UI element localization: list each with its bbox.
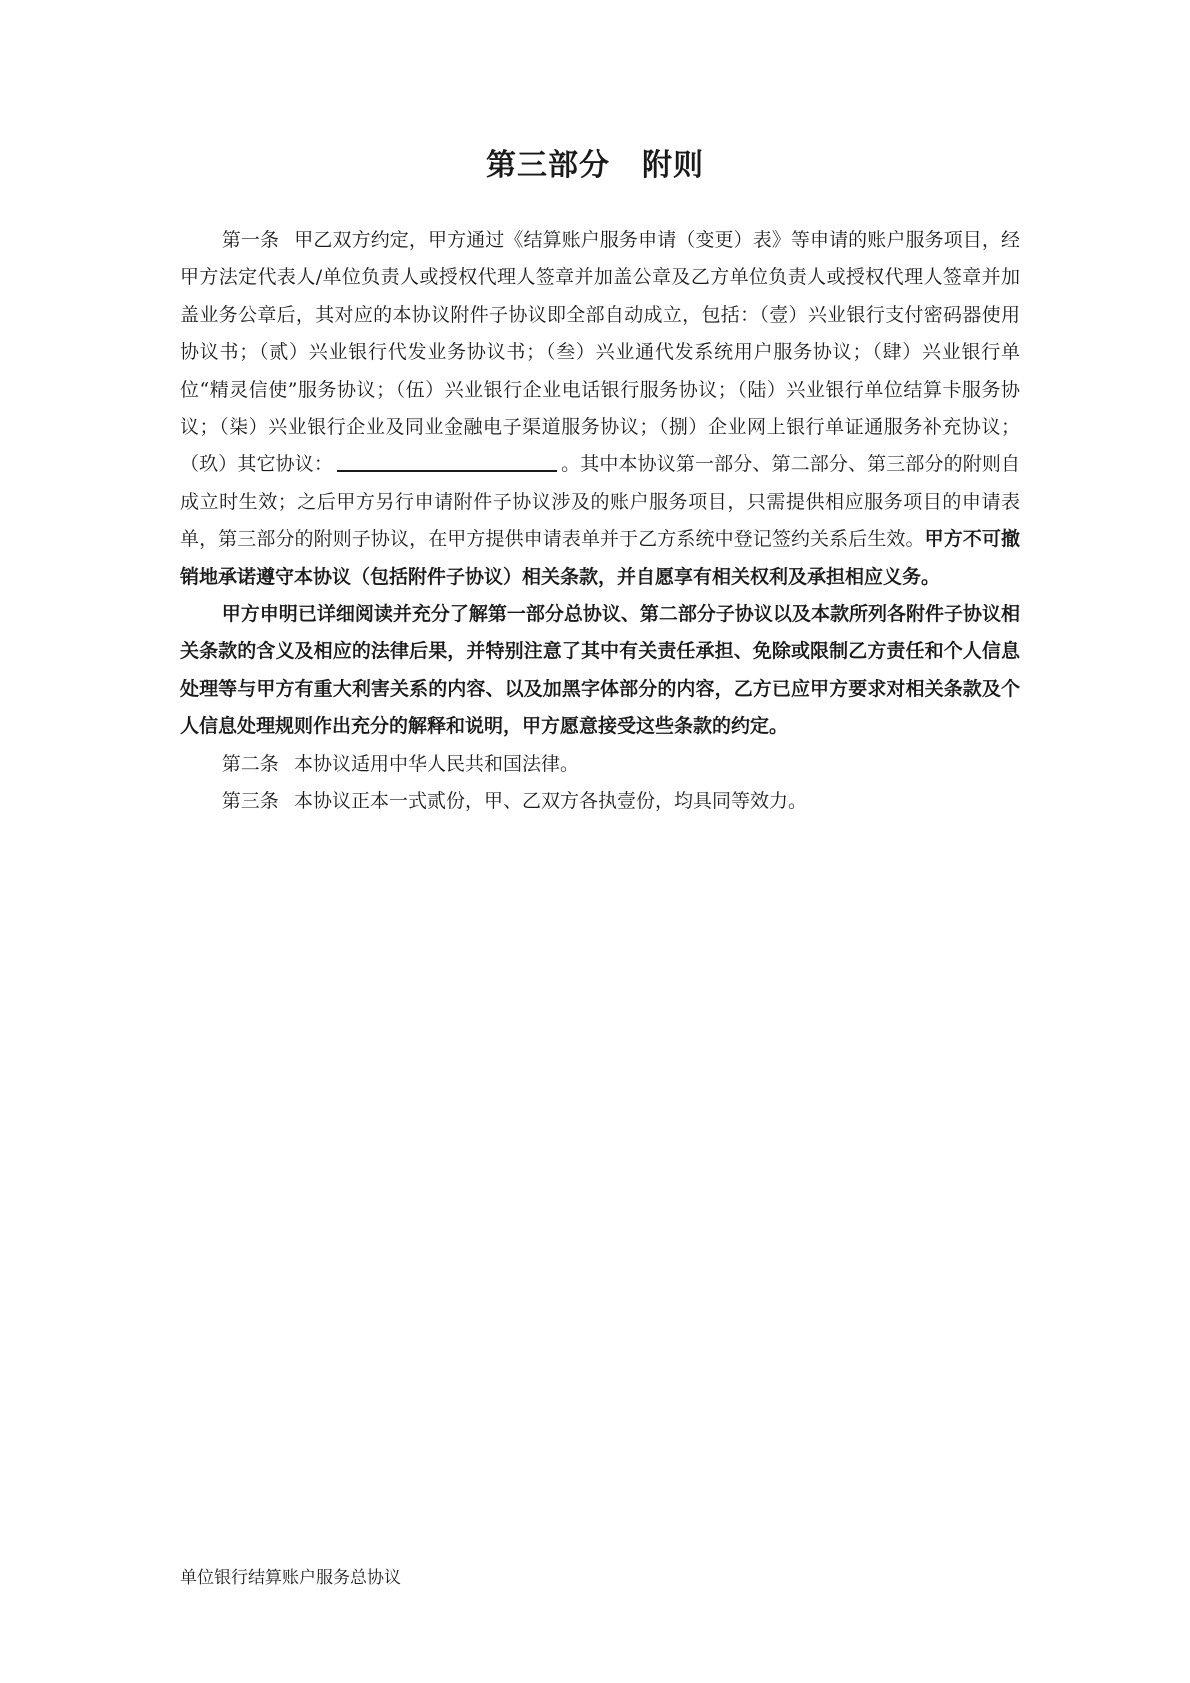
title-name: 附则 — [642, 148, 704, 183]
other-agreement-blank — [337, 448, 557, 472]
page-title — [0, 140, 1190, 184]
declaration-paragraph: 甲方申明已详细阅读并充分了解第一部分总协议、第二部分子协议以及本款所列各附件子协议相关条款的含义及相应的法律后果，并特别注意了其中有关责任承担、免除或限制乙方责任和个人信息处理等与甲方有重大利害关系的内容、以及加黑字体部分的内容，乙方已应甲方要求对相关条款及个人信息处理规则作出充分的解释和说明，甲方愿意接受这些条款的约定。 — [180, 603, 1020, 738]
clause-2 — [180, 746, 1020, 783]
clause-1-text-a: 甲乙双方约定，甲方通过《结算账户服务申请（变更）表》等申请的账户服务项目，经甲方法定代表人/单位负责人或授权代理人签章并加盖公章及乙方单位负责人或授权代理人签章并加盖业务公章后，其对应的本协议附件子协议即全部自动成立，包括：（壹）兴业银行支付密码器使用协议书；（贰）兴业银行代发业务协议书；（叁）兴业通代发系统用户服务协议；（肆）兴业银行单位“精灵信使”服务协议；（伍）兴业银行企业电话银行服务协议；（陆）兴业银行单位结算卡服务协议；（柒）兴业银行企业及同业金融电子渠道服务协议；（捌）企业网上银行单证通服务补充协议；（玖）其它协议： — [180, 229, 1020, 476]
page-footer: 单位银行结算账户服务总协议 — [180, 1568, 401, 1588]
clause-3 — [180, 783, 1020, 820]
clause-2-text: 本协议适用中华人民共和国法律。 — [294, 752, 580, 775]
clause-1 — [180, 222, 1020, 596]
clause-3-number: 第三条 — [221, 790, 279, 813]
clause-2-number: 第二条 — [221, 752, 279, 775]
clause-1-bold-text: 甲方不可撤销地承诺遵守本协议（包括附件子协议）相关条款，并自愿享有相关权利及承担相应义务。 — [180, 528, 1020, 588]
clause-3-text: 本协议正本一式贰份，甲、乙双方各执壹份，均具同等效力。 — [294, 790, 808, 813]
title-part: 第三部分 — [486, 148, 610, 183]
document-body — [180, 222, 1020, 821]
clause-1-text-b: 。其中本协议第一部分、第二部分、第三部分的附则自成立时生效；之后甲方另行申请附件子协议涉及的账户服务项目，只需提供相应服务项目的申请表单，第三部分的附则子协议，在甲方提供申请表单并于乙方系统中登记签约关系后生效。 — [180, 453, 1020, 551]
clause-1-number: 第一条 — [221, 229, 280, 251]
